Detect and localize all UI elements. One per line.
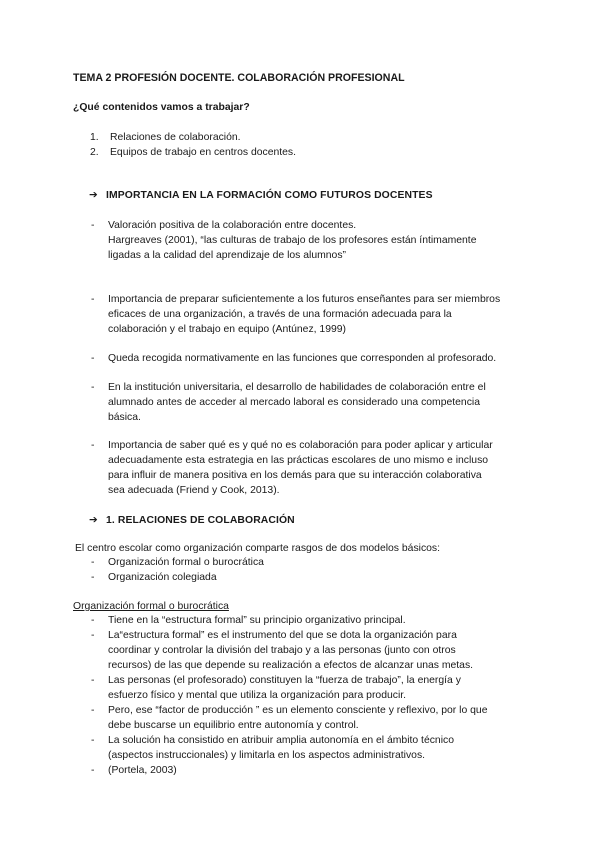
section-heading: 1. RELACIONES DE COLABORACIÓN: [106, 515, 295, 526]
bullet-dash: -: [91, 765, 95, 776]
bullet-line: esfuerzo físico y mental que utiliza la organización para producir.: [108, 690, 407, 701]
bullet-line: ligadas a la calidad del aprendizaje de los alumnos”: [108, 250, 346, 261]
bullet-dash: -: [91, 220, 95, 231]
bullet-line: Tiene en la “estructura formal” su principio organizativo principal.: [108, 615, 406, 626]
list-number: 1.: [90, 132, 99, 143]
section-heading: IMPORTANCIA EN LA FORMACIÓN COMO FUTUROS DOCENTES: [106, 190, 433, 201]
bullet-line: colaboración y el trabajo en equipo (Antúnez, 1999): [108, 324, 346, 335]
bullet-line: Importancia de preparar suficientemente a los futuros enseñantes para ser miembros: [108, 294, 501, 305]
bullet-line: eficaces de una organización, a través de una formación adecuada para la: [108, 309, 452, 320]
bullet-dash: -: [91, 440, 95, 451]
bullet-line: Importancia de saber qué es y qué no es colaboración para poder aplicar y articular: [108, 440, 493, 451]
bullet-dash: -: [91, 353, 95, 364]
bullet-line: La solución ha consistido en atribuir amplia autonomía en el ámbito técnico: [108, 735, 454, 746]
bullet-line: adecuadamente esta estrategia en las prácticas escolares de uno mismo e incluso: [108, 455, 489, 466]
bullet-line: recursos) de las que depende su realización a efectos de alcanzar unas metas.: [108, 660, 474, 671]
bullet-dash: -: [91, 557, 95, 568]
bullet-dash: -: [91, 615, 95, 626]
bullet-dash: -: [91, 382, 95, 393]
document-title: TEMA 2 PROFESIÓN DOCENTE. COLABORACIÓN PROFESIONAL: [73, 72, 405, 84]
bullet-dash: -: [91, 705, 95, 716]
model-item: Organización formal o burocrática: [108, 557, 264, 568]
bullet-line: debe buscarse un equilibrio entre autonomía y control.: [108, 720, 359, 731]
list-number: 2.: [90, 147, 99, 158]
bullet-line: Las personas (el profesorado) constituyen la “fuerza de trabajo”, la energía y: [108, 675, 461, 686]
arrow-icon: ➔: [89, 515, 98, 526]
bullet-line: para influir de manera positiva en los demás para que su interacción colaborativa: [108, 470, 482, 481]
bullet-dash: -: [91, 735, 95, 746]
bullet-line: coordinar y controlar la división del trabajo y a las personas (junto con otros: [108, 645, 456, 656]
section-intro: El centro escolar como organización comparte rasgos de dos modelos básicos:: [75, 543, 441, 554]
bullet-line: (aspectos instruccionales) y limitarla en los aspectos administrativos.: [108, 750, 426, 761]
bullet-line: En la institución universitaria, el desarrollo de habilidades de colaboración entre el: [108, 382, 486, 393]
bullet-dash: -: [91, 630, 95, 641]
list-item: Relaciones de colaboración.: [110, 132, 241, 143]
bullet-line: Pero, ese “factor de producción ” es un elemento consciente y reflexivo, por lo que: [108, 705, 488, 716]
bullet-line: alumnado antes de acceder al mercado laboral es considerado una competencia: [108, 397, 480, 408]
citation: (Portela, 2003): [108, 765, 177, 776]
contents-question: ¿Qué contenidos vamos a trabajar?: [73, 102, 250, 113]
bullet-dash: -: [91, 294, 95, 305]
bullet-line: básica.: [108, 412, 141, 423]
bullet-line: Queda recogida normativamente en las funciones que corresponden al profesorado.: [108, 353, 497, 364]
model-item: Organización colegiada: [108, 572, 217, 583]
bullet-line: La“estructura formal” es el instrumento del que se dota la organización para: [108, 630, 457, 641]
bullet-line: Hargreaves (2001), “las culturas de trabajo de los profesores están íntimamente: [108, 235, 477, 246]
list-item: Equipos de trabajo en centros docentes.: [110, 147, 297, 158]
arrow-icon: ➔: [89, 190, 98, 201]
bullet-line: Valoración positiva de la colaboración entre docentes.: [108, 220, 357, 231]
bullet-dash: -: [91, 572, 95, 583]
bullet-line: sea adecuada (Friend y Cook, 2013).: [108, 485, 280, 496]
subsection-title: Organización formal o burocrática: [73, 601, 229, 612]
bullet-dash: -: [91, 675, 95, 686]
